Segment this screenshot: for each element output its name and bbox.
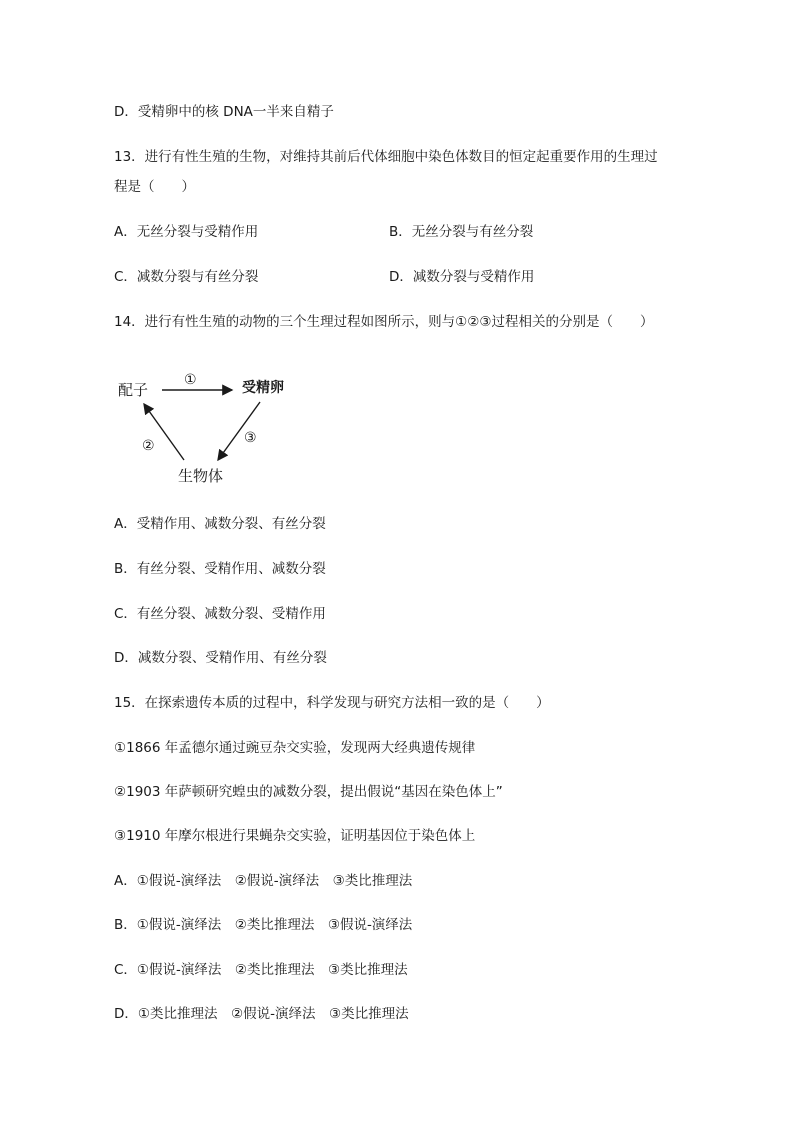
- question-13-stem-line1: 13．进行有性生殖的生物，对维持其前后代体细胞中染色体数目的恒定起重要作用的生理过: [114, 149, 658, 165]
- question-14-option-d: D．减数分裂、受精作用、有丝分裂: [114, 650, 327, 666]
- diagram-label-2: ②: [142, 438, 155, 454]
- question-15-stem: 15．在探索遗传本质的过程中，科学发现与研究方法相一致的是（ ）: [114, 695, 550, 711]
- diagram-node-zygote: 受精卵: [242, 380, 284, 396]
- question-15-option-b: B．①假说-演绎法 ②类比推理法 ③假说-演绎法: [114, 917, 413, 933]
- question-15-option-c: C．①假说-演绎法 ②类比推理法 ③类比推理法: [114, 962, 408, 978]
- diagram-label-1: ①: [184, 372, 197, 388]
- question-14-option-a: A．受精作用、减数分裂、有丝分裂: [114, 516, 326, 532]
- question-12-option-d: D．受精卵中的核 DNA一半来自精子: [114, 104, 334, 120]
- question-13-option-d: D．减数分裂与受精作用: [389, 269, 535, 285]
- question-13-option-c: C．减数分裂与有丝分裂: [114, 269, 259, 285]
- question-15-item-2: ②1903 年萨顿研究蝗虫的减数分裂，提出假说“基因在染色体上”: [114, 784, 503, 800]
- question-14-option-b: B．有丝分裂、受精作用、减数分裂: [114, 561, 326, 577]
- question-13-option-a: A．无丝分裂与受精作用: [114, 224, 259, 240]
- question-13-stem-line2: 程是（ ）: [114, 179, 195, 195]
- question-13-option-b: B．无丝分裂与有丝分裂: [389, 224, 534, 240]
- question-15-option-a: A．①假说-演绎法 ②假说-演绎法 ③类比推理法: [114, 873, 413, 889]
- diagram-node-gamete: 配子: [118, 381, 149, 399]
- question-15-option-d: D．①类比推理法 ②假说-演绎法 ③类比推理法: [114, 1006, 409, 1022]
- diagram-node-organism: 生物体: [178, 467, 224, 485]
- question-15-item-1: ①1866 年孟德尔通过豌豆杂交实验，发现两大经典遗传规律: [114, 740, 476, 756]
- reproduction-cycle-diagram: [112, 362, 312, 492]
- diagram-label-3: ③: [244, 430, 257, 446]
- question-15-item-3: ③1910 年摩尔根进行果蝇杂交实验，证明基因位于染色体上: [114, 828, 476, 844]
- question-14-stem: 14．进行有性生殖的动物的三个生理过程如图所示，则与①②③过程相关的分别是（ ）: [114, 314, 654, 330]
- question-14-option-c: C．有丝分裂、减数分裂、受精作用: [114, 606, 326, 622]
